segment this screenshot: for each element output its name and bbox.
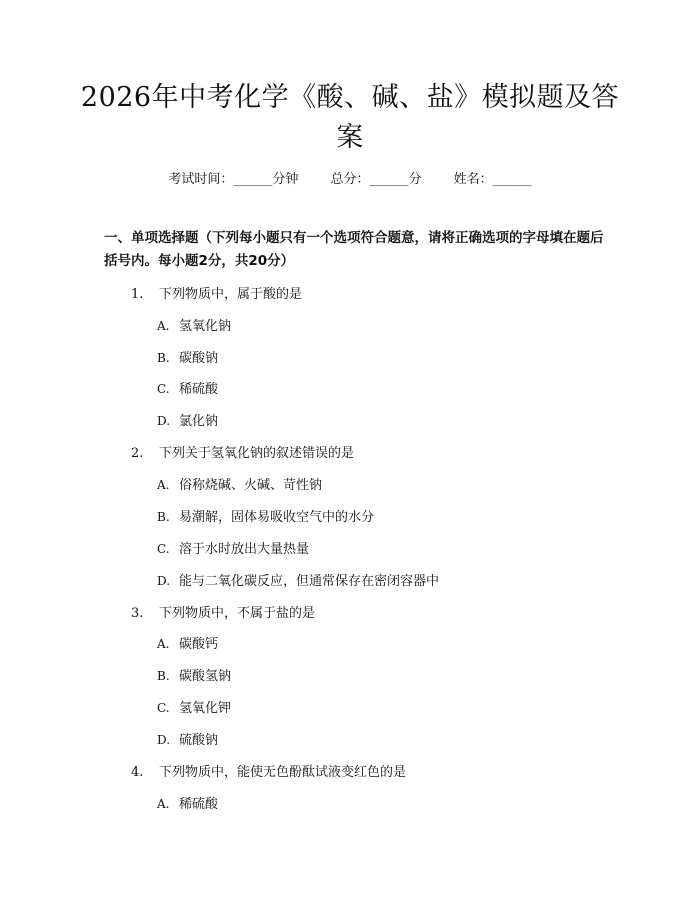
option-letter: A. bbox=[157, 797, 170, 811]
option-letter: D. bbox=[157, 414, 171, 428]
option-letter: A. bbox=[157, 478, 170, 492]
option-text: 稀硫酸 bbox=[179, 797, 219, 812]
option-1c bbox=[157, 378, 218, 397]
question-number: 3. bbox=[131, 606, 144, 621]
question-2 bbox=[131, 442, 354, 461]
option-3d bbox=[157, 729, 218, 748]
option-text: 氯化钠 bbox=[179, 414, 219, 429]
option-1a bbox=[157, 315, 231, 334]
option-text: 溶于水时放出大量热量 bbox=[179, 542, 310, 557]
question-text: 下列关于氢氧化钠的叙述错误的是 bbox=[159, 446, 355, 461]
exam-time-field: 考试时间：______分钟 bbox=[168, 172, 299, 187]
option-4a bbox=[157, 793, 218, 812]
question-number: 2. bbox=[131, 446, 144, 461]
option-text: 易潮解，固体易吸收空气中的水分 bbox=[179, 510, 375, 525]
option-letter: C. bbox=[157, 382, 170, 396]
question-3 bbox=[131, 602, 315, 621]
exam-info bbox=[0, 168, 700, 187]
option-text: 能与二氧化碳反应，但通常保存在密闭容器中 bbox=[179, 574, 440, 589]
option-text: 氢氧化钾 bbox=[179, 701, 232, 716]
option-3a bbox=[157, 633, 218, 652]
option-2d bbox=[157, 570, 439, 589]
option-1d bbox=[157, 410, 218, 429]
option-letter: C. bbox=[157, 542, 170, 556]
option-text: 碳酸氢钠 bbox=[179, 669, 232, 684]
option-letter: A. bbox=[157, 319, 170, 333]
option-letter: B. bbox=[157, 669, 170, 683]
option-letter: B. bbox=[157, 351, 170, 365]
student-name-field: 姓名：______ bbox=[453, 172, 532, 187]
option-letter: D. bbox=[157, 574, 171, 588]
option-text: 氢氧化钠 bbox=[179, 319, 232, 334]
question-text: 下列物质中，属于酸的是 bbox=[159, 287, 303, 302]
option-text: 稀硫酸 bbox=[179, 382, 219, 397]
total-score-field: 总分：______分 bbox=[330, 172, 422, 187]
section-heading: 一、单项选择题（下列每小题只有一个选项符合题意，请将正确选项的字母填在题后括号内。每小题2分，共20分） bbox=[104, 230, 604, 269]
page-title: 2026年中考化学《酸、碱、盐》模拟题及答案 bbox=[80, 82, 620, 153]
question-1 bbox=[131, 283, 302, 302]
question-text: 下列物质中，能使无色酚酞试液变红色的是 bbox=[159, 765, 407, 780]
option-3b bbox=[157, 665, 231, 684]
option-letter: D. bbox=[157, 733, 171, 747]
question-4 bbox=[131, 761, 406, 780]
option-text: 碳酸钙 bbox=[179, 637, 219, 652]
option-text: 硫酸钠 bbox=[179, 733, 219, 748]
option-text: 俗称烧碱、火碱、苛性钠 bbox=[179, 478, 323, 493]
option-letter: A. bbox=[157, 637, 170, 651]
option-text: 碳酸钠 bbox=[179, 351, 219, 366]
option-2a bbox=[157, 474, 322, 493]
option-3c bbox=[157, 697, 231, 716]
option-2c bbox=[157, 538, 309, 557]
question-text: 下列物质中，不属于盐的是 bbox=[159, 606, 316, 621]
option-letter: B. bbox=[157, 510, 170, 524]
question-number: 4. bbox=[131, 765, 144, 780]
option-1b bbox=[157, 347, 218, 366]
question-number: 1. bbox=[131, 287, 144, 302]
option-2b bbox=[157, 506, 374, 525]
option-letter: C. bbox=[157, 701, 170, 715]
